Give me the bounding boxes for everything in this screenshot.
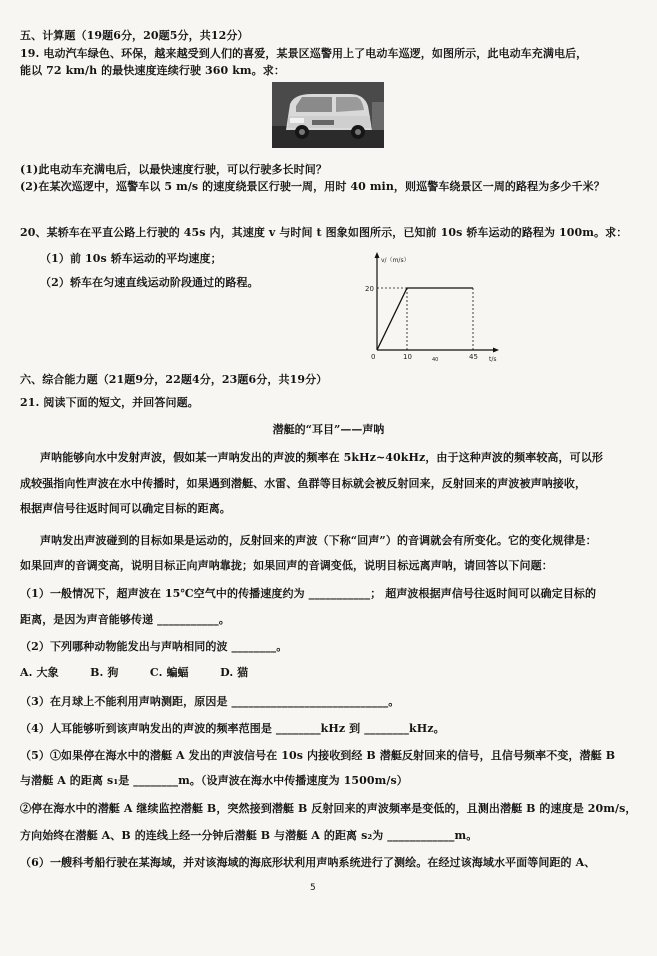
q1-line2: 距离，是因为声音能够传递 ___________。 (20, 613, 230, 626)
q5-line4: 方向始终在潜艇 A、B 的连线上经一分钟后潜艇 B 与潜艇 A 的距离 s₂为 ____________m。 (20, 829, 478, 842)
x-tick-10: 10 (403, 353, 412, 361)
q20-sub2: （2）轿车在匀速直线运动阶段通过的路程。 (40, 276, 259, 289)
section-6-heading: 六、综合能力题（21题9分，22题4分，23题6分，共19分） (20, 373, 328, 386)
origin-label: 0 (371, 353, 376, 361)
electric-patrol-car-photo (272, 82, 384, 148)
y-tick-20: 20 (365, 285, 374, 293)
q3: （3）在月球上不能利用声呐测距，原因是 ____________________________。 (20, 695, 400, 708)
q19-sub1: (1)此电动车充满电后，以最快速度行驶，可以行驶多长时间？ (20, 163, 327, 176)
q4: （4）人耳能够听到该声呐发出的声波的频率范围是 ________kHz 到 ________kHz。 (20, 722, 445, 735)
para1-line1: 声呐能够向水中发射声波，假如某一声呐发出的声波的频率在 5kHz~40kHz，由于这种声波的频率较高，可以形 (40, 451, 603, 464)
q21-intro: 21. 阅读下面的短文，并回答问题。 (20, 396, 199, 409)
q5-line1: （5）①如果停在海水中的潜艇 A 发出的声波信号在 10s 内接收到经 B 潜艇反射回来的信号，且信号频率不变，潜艇 B (20, 749, 616, 762)
q20-sub1: （1）前 10s 轿车运动的平均速度； (40, 252, 222, 265)
v-axis-arrow (375, 252, 380, 258)
article-title: 潜艇的“耳目”——声呐 (272, 423, 385, 436)
velocity-time-graph (355, 250, 500, 365)
q2-options: A. 大象 B. 狗 C. 蝙蝠 D. 猫 (20, 666, 249, 679)
para2-line2: 如果回声的音调变高，说明目标正向声呐靠拢；如果回声的音调变低，说明目标远离声呐，请回答以下问题： (20, 559, 553, 572)
q5-line2: 与潜艇 A 的距离 s₁是 ________m。（设声波在海水中传播速度为 1500m/s） (20, 774, 408, 787)
q19-sub2: (2)在某次巡逻中，巡警车以 5 m/s 的速度绕景区行驶一周，用时 40 min，则巡警车绕景区一周的路程为多少千米？ (20, 180, 605, 193)
t-axis-label: t/s (489, 356, 497, 363)
q2: （2）下列哪种动物能发出与声呐相同的波 ________。 (20, 640, 288, 653)
q6: （6）一艘科考船行驶在某海域，并对该海域的海底形状利用声呐系统进行了测绘。在经过该海域水平面等间距的 A、 (20, 856, 596, 869)
t-axis-arrow (493, 348, 499, 353)
q1-line1: （1）一般情况下，超声波在 15℃空气中的传播速度约为 ___________； 超声波根据声信号往返时间可以确定目标的 (20, 587, 597, 600)
para1-line3: 根据声信号往返时间可以确定目标的距离。 (20, 502, 231, 515)
q19-line2: 能以 72 km/h 的最快速度连续行驶 360 km。求： (20, 64, 285, 77)
section-5-heading: 五、计算题（19题6分，20题5分，共12分） (20, 29, 249, 42)
x-tick-45: 45 (469, 353, 478, 361)
v-axis-label: v/（m/s） (381, 257, 410, 264)
q20-line1: 20、某轿车在平直公路上行驶的 45s 内，其速度 v 与时间 t 图象如图所示，已知前 10s 轿车运动的路程为 100m。求： (20, 226, 628, 239)
para2-line1: 声呐发出声波碰到的目标如果是运动的，反射回来的声波（下称“回声”）的音调就会有所变化。它的变化规律是： (40, 534, 597, 547)
page-number: 5 (310, 883, 316, 893)
velocity-line (377, 288, 473, 350)
q19-line1: 19. 电动汽车绿色、环保，越来越受到人们的喜爱，某景区巡警用上了电动车巡逻，如图所示，此电动车充满电后， (20, 47, 588, 60)
q5-line3: ②停在海水中的潜艇 A 继续监控潜艇 B，突然接到潜艇 B 反射回来的声波频率是变低的，且测出潜艇 B 的速度是 20m/s， (20, 802, 637, 815)
x-mark-40: 40 (432, 357, 439, 363)
para1-line2: 成较强指向性声波在水中传播时，如果遇到潜艇、水雷、鱼群等目标就会被反射回来，反射回来的声波被声呐接收， (20, 477, 587, 490)
